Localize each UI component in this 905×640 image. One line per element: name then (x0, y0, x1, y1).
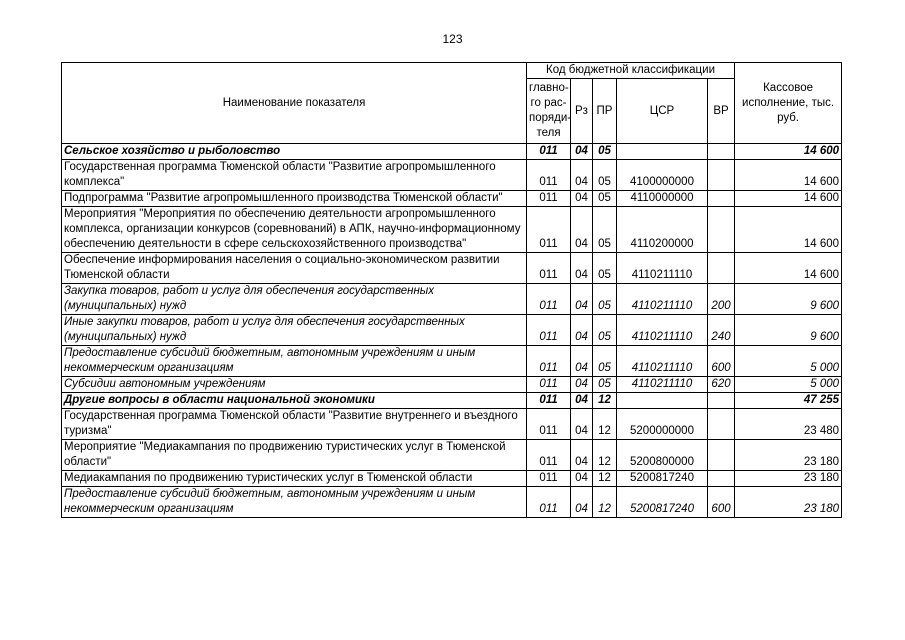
cell-pr: 12 (593, 487, 617, 518)
cell-vr (708, 160, 735, 191)
cell-pr: 05 (593, 346, 617, 377)
cell-name: Медиакампания по продвижению туристических услуг в Тюменской области (62, 471, 527, 487)
cell-vr: 600 (708, 487, 735, 518)
cell-csr (617, 393, 708, 409)
cell-gr: 011 (527, 207, 571, 253)
cell-csr: 4110211110 (617, 377, 708, 393)
cell-amount: 9 600 (735, 284, 842, 315)
cell-gr: 011 (527, 440, 571, 471)
cell-rz: 04 (571, 440, 593, 471)
cell-pr: 05 (593, 253, 617, 284)
cell-gr: 011 (527, 377, 571, 393)
cell-gr: 011 (527, 393, 571, 409)
cell-gr: 011 (527, 144, 571, 160)
header-code-group: Код бюджетной классификации (527, 63, 735, 79)
cell-amount: 23 480 (735, 409, 842, 440)
cell-name: Мероприятия "Мероприятия по обеспечению деятельности агропромышленного комплекса, организации конкурсов (соревнований) в АПК, научно-информационному обеспечению деятельности в сфере сельскохозяйственного производства" (62, 207, 527, 253)
cell-rz: 04 (571, 144, 593, 160)
cell-csr: 5200000000 (617, 409, 708, 440)
cell-vr (708, 207, 735, 253)
cell-pr: 05 (593, 191, 617, 207)
cell-vr (708, 409, 735, 440)
header-amount: Кассовое исполнение, тыс. руб. (735, 63, 842, 144)
cell-rz: 04 (571, 191, 593, 207)
cell-amount: 23 180 (735, 471, 842, 487)
cell-name: Закупка товаров, работ и услуг для обеспечения государственных (муниципальных) нужд (62, 284, 527, 315)
cell-csr: 4110200000 (617, 207, 708, 253)
cell-amount: 9 600 (735, 315, 842, 346)
header-chief: главно- го рас- поряди- теля (527, 79, 571, 144)
cell-vr: 620 (708, 377, 735, 393)
cell-gr: 011 (527, 409, 571, 440)
table-row (62, 284, 842, 315)
cell-gr: 011 (527, 284, 571, 315)
table-row (62, 207, 842, 253)
header-csr: ЦСР (617, 79, 708, 144)
cell-name: Предоставление субсидий бюджетным, автономным учреждениям и иным некоммерческим организациям (62, 487, 527, 518)
cell-csr: 5200817240 (617, 471, 708, 487)
cell-pr: 05 (593, 207, 617, 253)
table-row (62, 346, 842, 377)
cell-amount: 5 000 (735, 377, 842, 393)
cell-name: Обеспечение информирования населения о социально-экономическом развитии Тюменской области (62, 253, 527, 284)
cell-csr (617, 144, 708, 160)
table-row (62, 377, 842, 393)
cell-pr: 12 (593, 471, 617, 487)
table-row (62, 315, 842, 346)
cell-vr: 600 (708, 346, 735, 377)
cell-amount: 5 000 (735, 346, 842, 377)
cell-gr: 011 (527, 191, 571, 207)
cell-csr: 5200800000 (617, 440, 708, 471)
cell-pr: 05 (593, 144, 617, 160)
header-rz: Рз (571, 79, 593, 144)
cell-amount: 23 180 (735, 440, 842, 471)
cell-gr: 011 (527, 160, 571, 191)
cell-vr (708, 191, 735, 207)
cell-rz: 04 (571, 393, 593, 409)
cell-rz: 04 (571, 346, 593, 377)
cell-pr: 05 (593, 284, 617, 315)
page-number: 123 (442, 32, 463, 46)
table-row (62, 409, 842, 440)
cell-csr: 4100000000 (617, 160, 708, 191)
cell-amount: 23 180 (735, 487, 842, 518)
cell-pr: 12 (593, 440, 617, 471)
cell-vr (708, 440, 735, 471)
cell-pr: 05 (593, 315, 617, 346)
cell-name: Предоставление субсидий бюджетным, автономным учреждениям и иным некоммерческим организациям (62, 346, 527, 377)
cell-gr: 011 (527, 487, 571, 518)
table-body (62, 144, 842, 518)
cell-csr: 5200817240 (617, 487, 708, 518)
budget-table (61, 62, 842, 518)
cell-amount: 14 600 (735, 191, 842, 207)
cell-pr: 12 (593, 393, 617, 409)
cell-csr: 4110211110 (617, 346, 708, 377)
table-row (62, 144, 842, 160)
cell-csr: 4110211110 (617, 315, 708, 346)
cell-gr: 011 (527, 346, 571, 377)
table-row (62, 160, 842, 191)
table-row (62, 191, 842, 207)
cell-csr: 4110211110 (617, 284, 708, 315)
cell-csr: 4110000000 (617, 191, 708, 207)
cell-rz: 04 (571, 487, 593, 518)
table-row (62, 253, 842, 284)
cell-name: Сельское хозяйство и рыболовство (62, 144, 527, 160)
cell-vr: 200 (708, 284, 735, 315)
cell-rz: 04 (571, 253, 593, 284)
cell-gr: 011 (527, 315, 571, 346)
cell-vr (708, 253, 735, 284)
cell-pr: 05 (593, 160, 617, 191)
cell-rz: 04 (571, 315, 593, 346)
cell-gr: 011 (527, 471, 571, 487)
cell-rz: 04 (571, 409, 593, 440)
cell-name: Иные закупки товаров, работ и услуг для обеспечения государственных (муниципальных) нужд (62, 315, 527, 346)
cell-pr: 12 (593, 409, 617, 440)
cell-name: Государственная программа Тюменской области "Развитие внутреннего и въездного туризма" (62, 409, 527, 440)
cell-gr: 011 (527, 253, 571, 284)
cell-pr: 05 (593, 377, 617, 393)
cell-amount: 14 600 (735, 144, 842, 160)
cell-vr (708, 393, 735, 409)
cell-rz: 04 (571, 207, 593, 253)
cell-rz: 04 (571, 471, 593, 487)
cell-vr (708, 471, 735, 487)
cell-rz: 04 (571, 284, 593, 315)
cell-vr (708, 144, 735, 160)
cell-rz: 04 (571, 160, 593, 191)
table-row (62, 393, 842, 409)
table-row (62, 471, 842, 487)
header-row-top (62, 63, 842, 79)
header-pr: ПР (593, 79, 617, 144)
cell-amount: 14 600 (735, 160, 842, 191)
cell-name: Государственная программа Тюменской области "Развитие агропромышленного комплекса" (62, 160, 527, 191)
table-row (62, 440, 842, 471)
cell-amount: 14 600 (735, 253, 842, 284)
cell-amount: 14 600 (735, 207, 842, 253)
cell-amount: 47 255 (735, 393, 842, 409)
cell-name: Субсидии автономным учреждениям (62, 377, 527, 393)
header-vr: ВР (708, 79, 735, 144)
cell-rz: 04 (571, 377, 593, 393)
cell-csr: 4110211110 (617, 253, 708, 284)
cell-name: Другие вопросы в области национальной экономики (62, 393, 527, 409)
header-name: Наименование показателя (62, 63, 527, 144)
cell-vr: 240 (708, 315, 735, 346)
cell-name: Мероприятие "Медиакампания по продвижению туристических услуг в Тюменской области" (62, 440, 527, 471)
table-row (62, 487, 842, 518)
cell-name: Подпрограмма "Развитие агропромышленного производства Тюменской области" (62, 191, 527, 207)
